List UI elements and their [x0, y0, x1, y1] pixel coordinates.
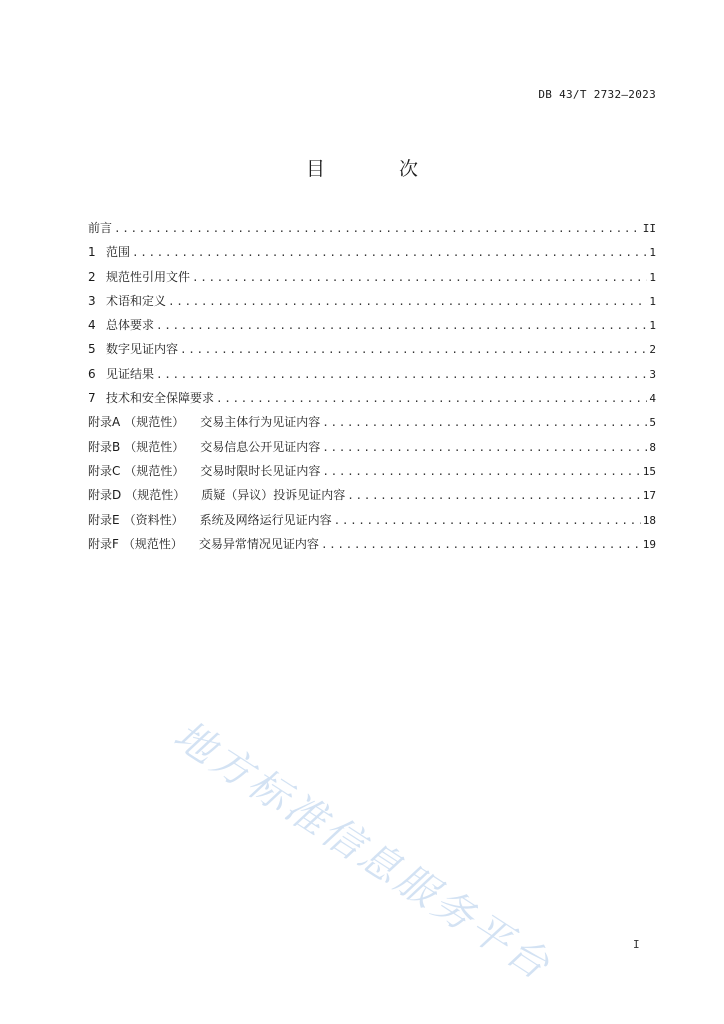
toc-dot-leader [132, 241, 647, 265]
toc-entry-label: 术语和定义 [106, 293, 167, 308]
toc-entry-label-group [88, 362, 154, 386]
toc-entry-label-group [88, 265, 190, 289]
toc-appendix-type: （规范性） [125, 488, 186, 503]
toc-section-number: 3 [88, 293, 96, 308]
toc-appendix-type: （规范性） [124, 439, 185, 454]
toc-entry-6[interactable] [88, 362, 656, 386]
toc-section-number: 1 [88, 245, 96, 260]
toc-entry-label: 总体要求 [106, 318, 155, 333]
toc-entry-label-group [88, 337, 178, 361]
toc-entry-appendix-b[interactable] [88, 435, 656, 459]
toc-appendix-type: （规范性） [122, 536, 183, 551]
toc-page-number: 1 [649, 319, 656, 333]
toc-entry-appendix-d[interactable] [88, 483, 656, 507]
toc-entry-7[interactable] [88, 386, 656, 410]
toc-dot-leader [334, 509, 641, 533]
toc-dot-leader [168, 290, 647, 314]
toc-page-number: 3 [649, 367, 656, 381]
toc-dot-leader [322, 411, 647, 435]
toc-entry-label-group [88, 435, 320, 459]
toc-appendix-number: 附录F [88, 536, 119, 551]
toc-entry-2[interactable] [88, 265, 656, 289]
toc-appendix-number: 附录B [88, 439, 121, 454]
toc-page-number: 19 [642, 537, 656, 551]
toc-appendix-number: 附录C [88, 463, 121, 478]
toc-page-number: II [642, 222, 656, 235]
toc-entry-label: 技术和安全保障要求 [106, 391, 215, 406]
table-of-contents [88, 216, 656, 556]
toc-entry-label-group [88, 240, 130, 264]
toc-entry-foreword[interactable] [88, 216, 656, 240]
toc-entry-label: 系统及网络运行见证内容 [199, 512, 332, 527]
toc-entry-label: 交易时限时长见证内容 [200, 463, 321, 478]
toc-entry-label: 前言 [88, 221, 113, 235]
toc-entry-label-group [88, 532, 319, 556]
toc-page-number: 1 [649, 246, 656, 260]
toc-dot-leader [321, 533, 641, 557]
page-number: I [633, 938, 640, 951]
toc-entry-label: 交易主体行为见证内容 [200, 415, 321, 430]
toc-entry-appendix-e[interactable] [88, 508, 656, 532]
toc-entry-label: 范围 [106, 245, 131, 260]
toc-section-number: 5 [88, 342, 96, 357]
toc-dot-leader [322, 436, 647, 460]
toc-entry-3[interactable] [88, 289, 656, 313]
toc-dot-leader [192, 266, 647, 290]
toc-section-number: 7 [88, 391, 96, 406]
toc-entry-1[interactable] [88, 240, 656, 264]
toc-appendix-number: 附录D [88, 488, 122, 503]
toc-appendix-type: （规范性） [124, 463, 185, 478]
toc-entry-appendix-f[interactable] [88, 532, 656, 556]
toc-entry-label-group [88, 313, 154, 337]
toc-dot-leader [322, 460, 640, 484]
toc-entry-label: 数字见证内容 [106, 342, 179, 357]
toc-entry-label: 质疑（异议）投诉见证内容 [201, 488, 346, 503]
toc-dot-leader [180, 338, 647, 362]
toc-appendix-type: （资料性） [123, 512, 184, 527]
toc-section-number: 6 [88, 366, 96, 381]
watermark: 地方标准信息服务平台 [165, 712, 560, 991]
toc-entry-appendix-c[interactable] [88, 459, 656, 483]
toc-dot-leader [347, 484, 640, 508]
toc-entry-5[interactable] [88, 337, 656, 361]
toc-page-number: 18 [642, 513, 656, 527]
toc-appendix-number: 附录A [88, 415, 121, 430]
toc-entry-label-group [88, 459, 320, 483]
toc-page-number: 8 [649, 440, 656, 454]
toc-page-number: 15 [642, 464, 656, 478]
toc-page-number: 5 [649, 416, 656, 430]
toc-entry-label-group [88, 386, 214, 410]
toc-section-number: 4 [88, 318, 96, 333]
toc-dot-leader [156, 314, 647, 338]
toc-appendix-type: （规范性） [124, 415, 185, 430]
toc-entry-label: 见证结果 [106, 366, 155, 381]
toc-entry-label: 规范性引用文件 [106, 269, 191, 284]
toc-entry-label-group [88, 483, 345, 507]
toc-page-number: 1 [649, 270, 656, 284]
toc-dot-leader [114, 217, 641, 241]
toc-appendix-number: 附录E [88, 512, 120, 527]
toc-dot-leader [156, 363, 647, 387]
toc-entry-4[interactable] [88, 313, 656, 337]
toc-dot-leader [216, 387, 647, 411]
toc-page-number: 1 [649, 294, 656, 308]
document-id: DB 43/T 2732—2023 [538, 88, 656, 101]
toc-entry-label: 交易信息公开见证内容 [200, 439, 321, 454]
toc-section-number: 2 [88, 269, 96, 284]
toc-entry-label-group [88, 508, 332, 532]
toc-entry-appendix-a[interactable] [88, 410, 656, 434]
toc-page-number: 4 [649, 392, 656, 406]
toc-entry-label-group [88, 410, 320, 434]
toc-page-number: 17 [642, 489, 656, 503]
toc-entry-label: 交易异常情况见证内容 [198, 536, 319, 551]
toc-page-number: 2 [649, 343, 656, 357]
toc-entry-label-group [88, 289, 166, 313]
page-title: 目 次 [305, 158, 453, 180]
